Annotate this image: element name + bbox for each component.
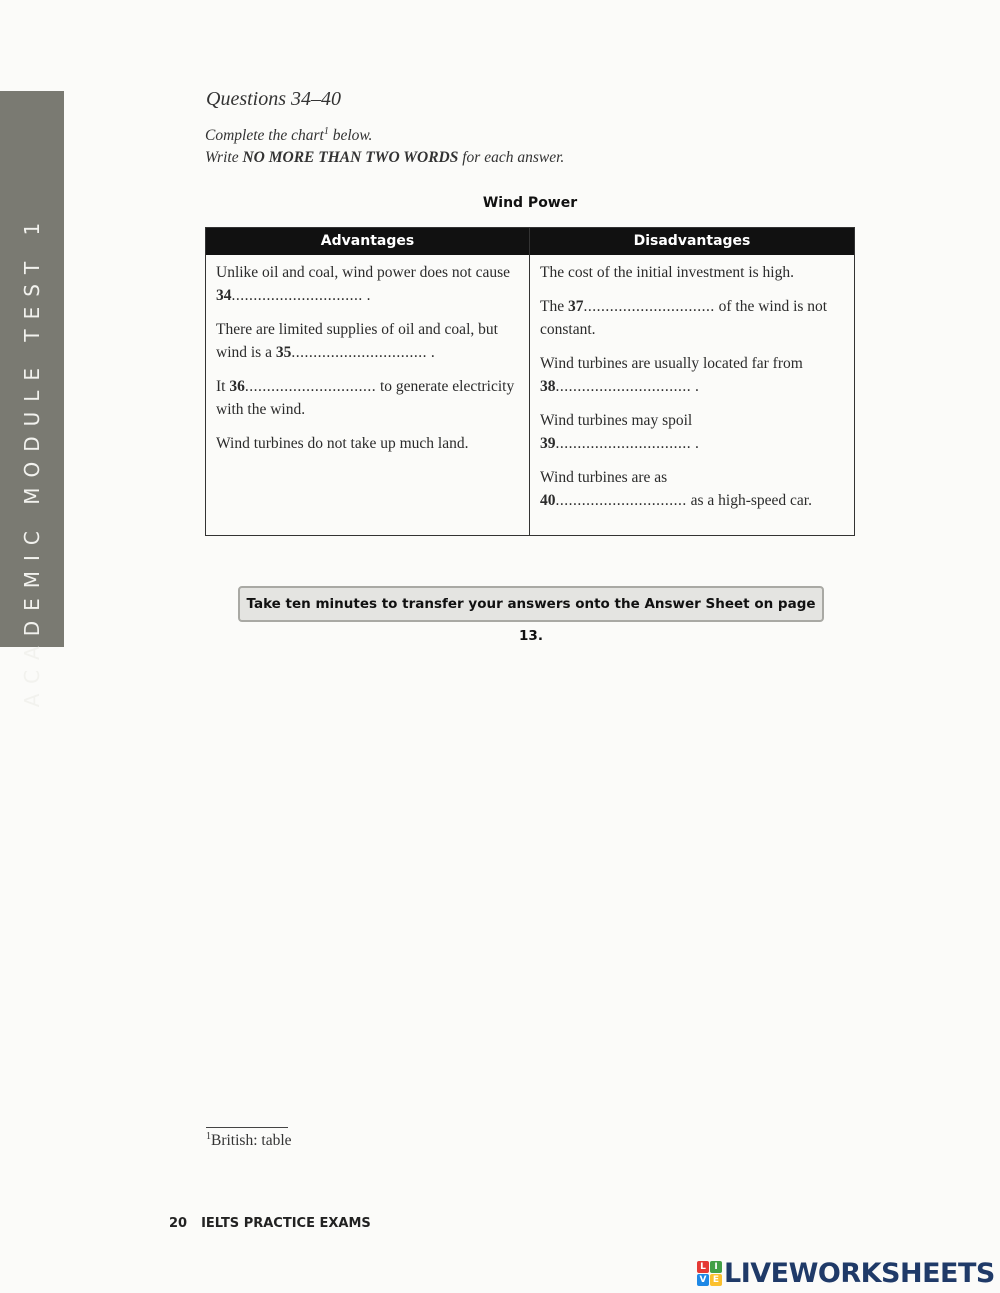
advantage-text: Unlike oil and coal, wind power does not cause [216, 264, 510, 281]
liveworksheets-logo[interactable] [697, 1258, 995, 1288]
logo-text: LIVEWORKSHEETS [724, 1257, 995, 1289]
answer-blank-38[interactable]: ............................... [555, 378, 692, 395]
question-number-39: 39 [540, 435, 556, 452]
disadvantage-text: The [540, 298, 568, 315]
instruction-1-pre: Complete the chart [205, 127, 324, 145]
instruction-2-post: for each answer. [458, 149, 565, 166]
advantage-item [216, 375, 519, 421]
disadvantage-text: Wind turbines may spoil [540, 412, 693, 429]
disadvantage-text-end: as a high-speed car. [686, 492, 812, 509]
question-number-35: 35 [275, 344, 292, 361]
logo-square: L [697, 1261, 709, 1273]
disadvantage-text: Wind turbines are as [540, 469, 668, 486]
question-number-37: 37 [567, 298, 584, 315]
footnote-text: British: table [211, 1132, 292, 1150]
instruction-1-footnote-mark: 1 [323, 126, 329, 137]
page-number: 20 [169, 1216, 188, 1231]
disadvantages-column [530, 228, 854, 535]
instruction-1-post: below. [328, 127, 373, 145]
advantage-text: Wind turbines do not take up much land. [216, 435, 469, 452]
transfer-answers-notice: Take ten minutes to transfer your answers onto the Answer Sheet on page 13. [238, 586, 824, 622]
disadvantage-text-end: . [691, 435, 699, 452]
advantages-header: Advantages [206, 228, 529, 255]
footnote-mark: 1 [206, 1131, 211, 1142]
answer-blank-37[interactable]: .............................. [583, 298, 715, 315]
answer-blank-40[interactable]: .............................. [555, 492, 687, 509]
answer-blank-36[interactable]: .............................. [244, 378, 377, 395]
footnote [206, 1131, 292, 1150]
disadvantage-item [540, 295, 844, 341]
advantage-item [216, 318, 519, 364]
disadvantage-text-end: . [691, 378, 699, 395]
wind-power-table [205, 227, 855, 536]
disadvantage-item [540, 261, 844, 284]
side-tab [0, 91, 64, 708]
disadvantage-text: Wind turbines are usually located far from [540, 355, 803, 372]
logo-square: V [697, 1274, 709, 1286]
disadvantage-item [540, 352, 844, 398]
answer-blank-39[interactable]: ............................... [555, 435, 692, 452]
disadvantage-text-end: of the wind is not constant. [540, 298, 828, 338]
advantage-item [216, 432, 519, 455]
page-footer [169, 1216, 371, 1231]
footnote-divider [206, 1127, 288, 1128]
advantage-text-end: . [426, 344, 435, 361]
logo-square: E [710, 1274, 722, 1286]
advantages-column [206, 228, 530, 535]
question-number-38: 38 [540, 378, 556, 395]
logo-grid-icon [697, 1261, 722, 1286]
question-number-34: 34 [216, 287, 232, 304]
side-tab-label: ACADEMIC MODULE TEST 1 [20, 212, 44, 708]
answer-blank-34[interactable]: .............................. [231, 287, 363, 304]
disadvantage-item [540, 409, 844, 455]
instruction-line-2 [205, 149, 564, 167]
book-title: IELTS PRACTICE EXAMS [201, 1216, 371, 1231]
questions-title: Questions 34–40 [206, 88, 341, 110]
advantage-text: It [216, 378, 230, 395]
instruction-2-bold: NO MORE THAN TWO WORDS [242, 149, 459, 166]
chart-title: Wind Power [482, 195, 578, 211]
instruction-2-pre: Write [205, 149, 243, 166]
advantage-item [216, 261, 519, 307]
question-number-40: 40 [540, 492, 556, 509]
disadvantage-text: The cost of the initial investment is high. [540, 264, 794, 281]
instruction-line-1 [205, 126, 372, 145]
question-number-36: 36 [229, 378, 245, 395]
disadvantage-item [540, 466, 844, 512]
advantage-text: There are limited supplies of oil and coal, but wind is a [216, 321, 498, 361]
disadvantages-list [530, 255, 854, 512]
advantages-list [206, 255, 529, 455]
advantage-text-end: to generate electricity with the wind. [216, 378, 515, 418]
logo-square: I [710, 1261, 722, 1273]
advantage-text-end: . [362, 287, 371, 304]
answer-blank-35[interactable]: ............................... [291, 344, 427, 361]
disadvantages-header: Disadvantages [530, 228, 854, 255]
